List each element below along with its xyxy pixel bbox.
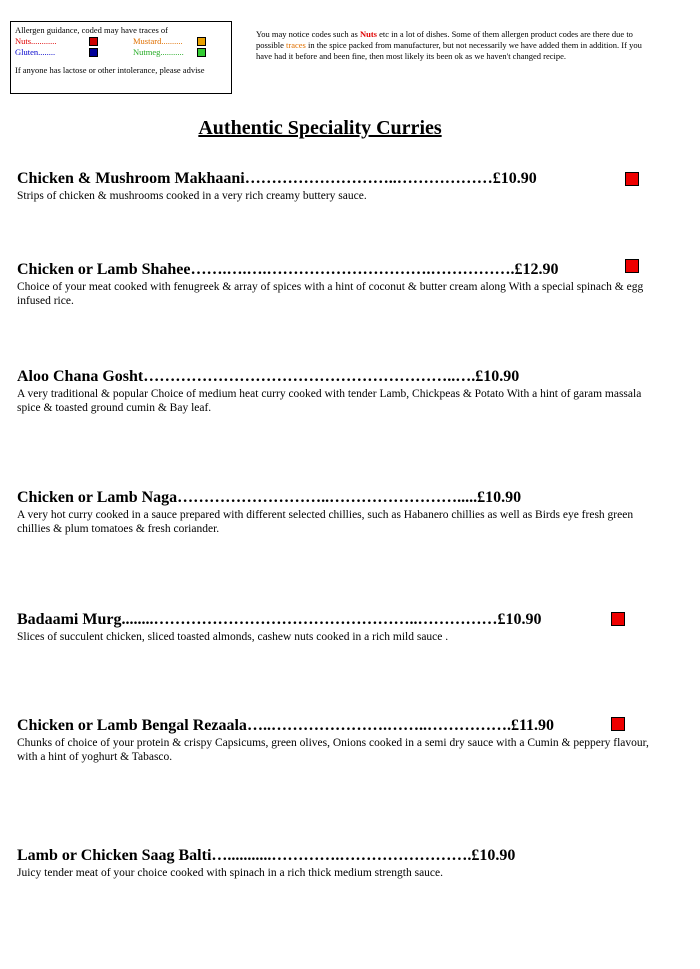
dish-leader: ………………………..…………………….....	[177, 489, 478, 506]
notice-traces: traces	[286, 40, 306, 50]
dish-name: Chicken or Lamb Shahee	[17, 261, 191, 278]
nuts-allergen-icon	[611, 717, 625, 731]
nuts-allergen-icon	[625, 172, 639, 186]
legend-row-2	[15, 47, 227, 58]
notice-text-3: in the spice packed from manufacturer, but not necessarily we have added them in addition. If you have had it before and been fine, then most likely its been ok as we haven't changed recipe.	[256, 40, 642, 61]
dish-headline	[17, 847, 657, 865]
dish-leader: …………………………………………………..….	[143, 368, 476, 385]
dish-name: Chicken or Lamb Naga	[17, 489, 178, 506]
legend-item-mustard	[133, 36, 210, 47]
notice-text-1: You may notice codes such as	[256, 29, 360, 39]
dish-description: A very traditional & popular Choice of medium heat curry cooked with tender Lamb, Chickpeas & Potato With a hint of garam massala spice & toasted ground cumin & Bay leaf.	[17, 388, 642, 414]
dish-name: Lamb or Chicken Saag Balti	[17, 847, 212, 864]
legend-label-nutmeg: Nutmeg...........	[133, 47, 184, 57]
dish-name: Chicken or Lamb Bengal Rezaala	[17, 717, 247, 734]
dish-headline	[17, 170, 657, 188]
dish-description: Strips of chicken & mushrooms cooked in a very rich creamy buttery sauce.	[17, 190, 367, 202]
dish-description: Choice of your meat cooked with fenugreek & array of spices with a hint of coconut & butter cream along With a special spinach & egg infused rice.	[17, 281, 644, 307]
dish-leader: ………………………..………………	[244, 170, 493, 187]
dish-description: Slices of succulent chicken, sliced toasted almonds, cashew nuts cooked in a rich mild sauce .	[17, 631, 449, 643]
dish-headline	[17, 611, 657, 629]
legend-note: If anyone has lactose or other intolerance, please advise	[15, 65, 205, 75]
legend-item-gluten	[15, 47, 133, 58]
page-title: Authentic Speciality Curries	[198, 117, 442, 139]
dish-headline	[17, 717, 657, 735]
dish-leader: …….….….………………………….…………….	[190, 261, 515, 278]
nuts-allergen-icon	[611, 612, 625, 626]
menu-item-makhaani	[17, 170, 657, 203]
dish-headline	[17, 489, 657, 507]
menu-item-naga	[17, 489, 657, 536]
allergen-legend	[10, 21, 232, 94]
dish-price: £10.90	[477, 489, 522, 506]
dish-price: £12.90	[514, 261, 559, 278]
nuts-swatch-icon	[89, 37, 98, 46]
legend-item-nutmeg	[133, 47, 210, 58]
dish-description: Chunks of choice of your protein & crispy Capsicums, green olives, Onions cooked in a semi dry sauce with a Cumin & peppery flavour, with a hint of yoghurt & Tabasco.	[17, 737, 649, 763]
mustard-swatch-icon	[197, 37, 206, 46]
dish-price: £10.90	[471, 847, 516, 864]
dish-name: Chicken & Mushroom Makhaani	[17, 170, 245, 187]
dish-description: A very hot curry cooked in a sauce prepared with different selected chillies, such as Habanero chillies as well as Birds eye fresh green chillies & plum tomatoes & fresh coriander.	[17, 509, 634, 535]
legend-item-nuts	[15, 36, 133, 47]
dish-headline	[17, 261, 657, 279]
allergen-notice	[256, 29, 656, 62]
menu-item-bengal-rezaala	[17, 717, 657, 764]
legend-row-1	[15, 36, 227, 47]
legend-label-gluten: Gluten........	[15, 47, 56, 57]
dish-price: £10.90	[497, 611, 542, 628]
gluten-swatch-icon	[89, 48, 98, 57]
notice-nuts: Nuts	[359, 29, 377, 39]
dish-price: £11.90	[510, 717, 555, 734]
legend-label-mustard: Mustard..........	[133, 36, 183, 46]
dish-leader: …..………………….……..…………….	[246, 717, 511, 734]
dish-name: Badaami Murg	[17, 611, 122, 628]
dish-leader: …...........………….…………………….	[211, 847, 472, 864]
dish-name: Aloo Chana Gosht	[17, 368, 144, 385]
dish-headline	[17, 368, 657, 386]
dish-description: Juicy tender meat of your choice cooked with spinach in a rich thick medium strength sauce.	[17, 867, 444, 879]
dish-price: £10.90	[492, 170, 537, 187]
menu-item-aloo-chana-gosht	[17, 368, 657, 415]
menu-item-shahee	[17, 261, 657, 308]
dish-leader: ........…………………………………………..……………	[121, 611, 498, 628]
menu-item-badaami-murg	[17, 611, 657, 644]
menu-item-saag-balti	[17, 847, 657, 880]
dish-price: £10.90	[475, 368, 520, 385]
nuts-allergen-icon	[625, 259, 639, 273]
nutmeg-swatch-icon	[197, 48, 206, 57]
legend-heading: Allergen guidance, coded may have traces of	[15, 25, 169, 35]
legend-label-nuts: Nuts............	[15, 36, 57, 46]
notice-text-2: etc in a lot of dishes. Some of them allergen product codes are there due to possible	[256, 29, 633, 50]
